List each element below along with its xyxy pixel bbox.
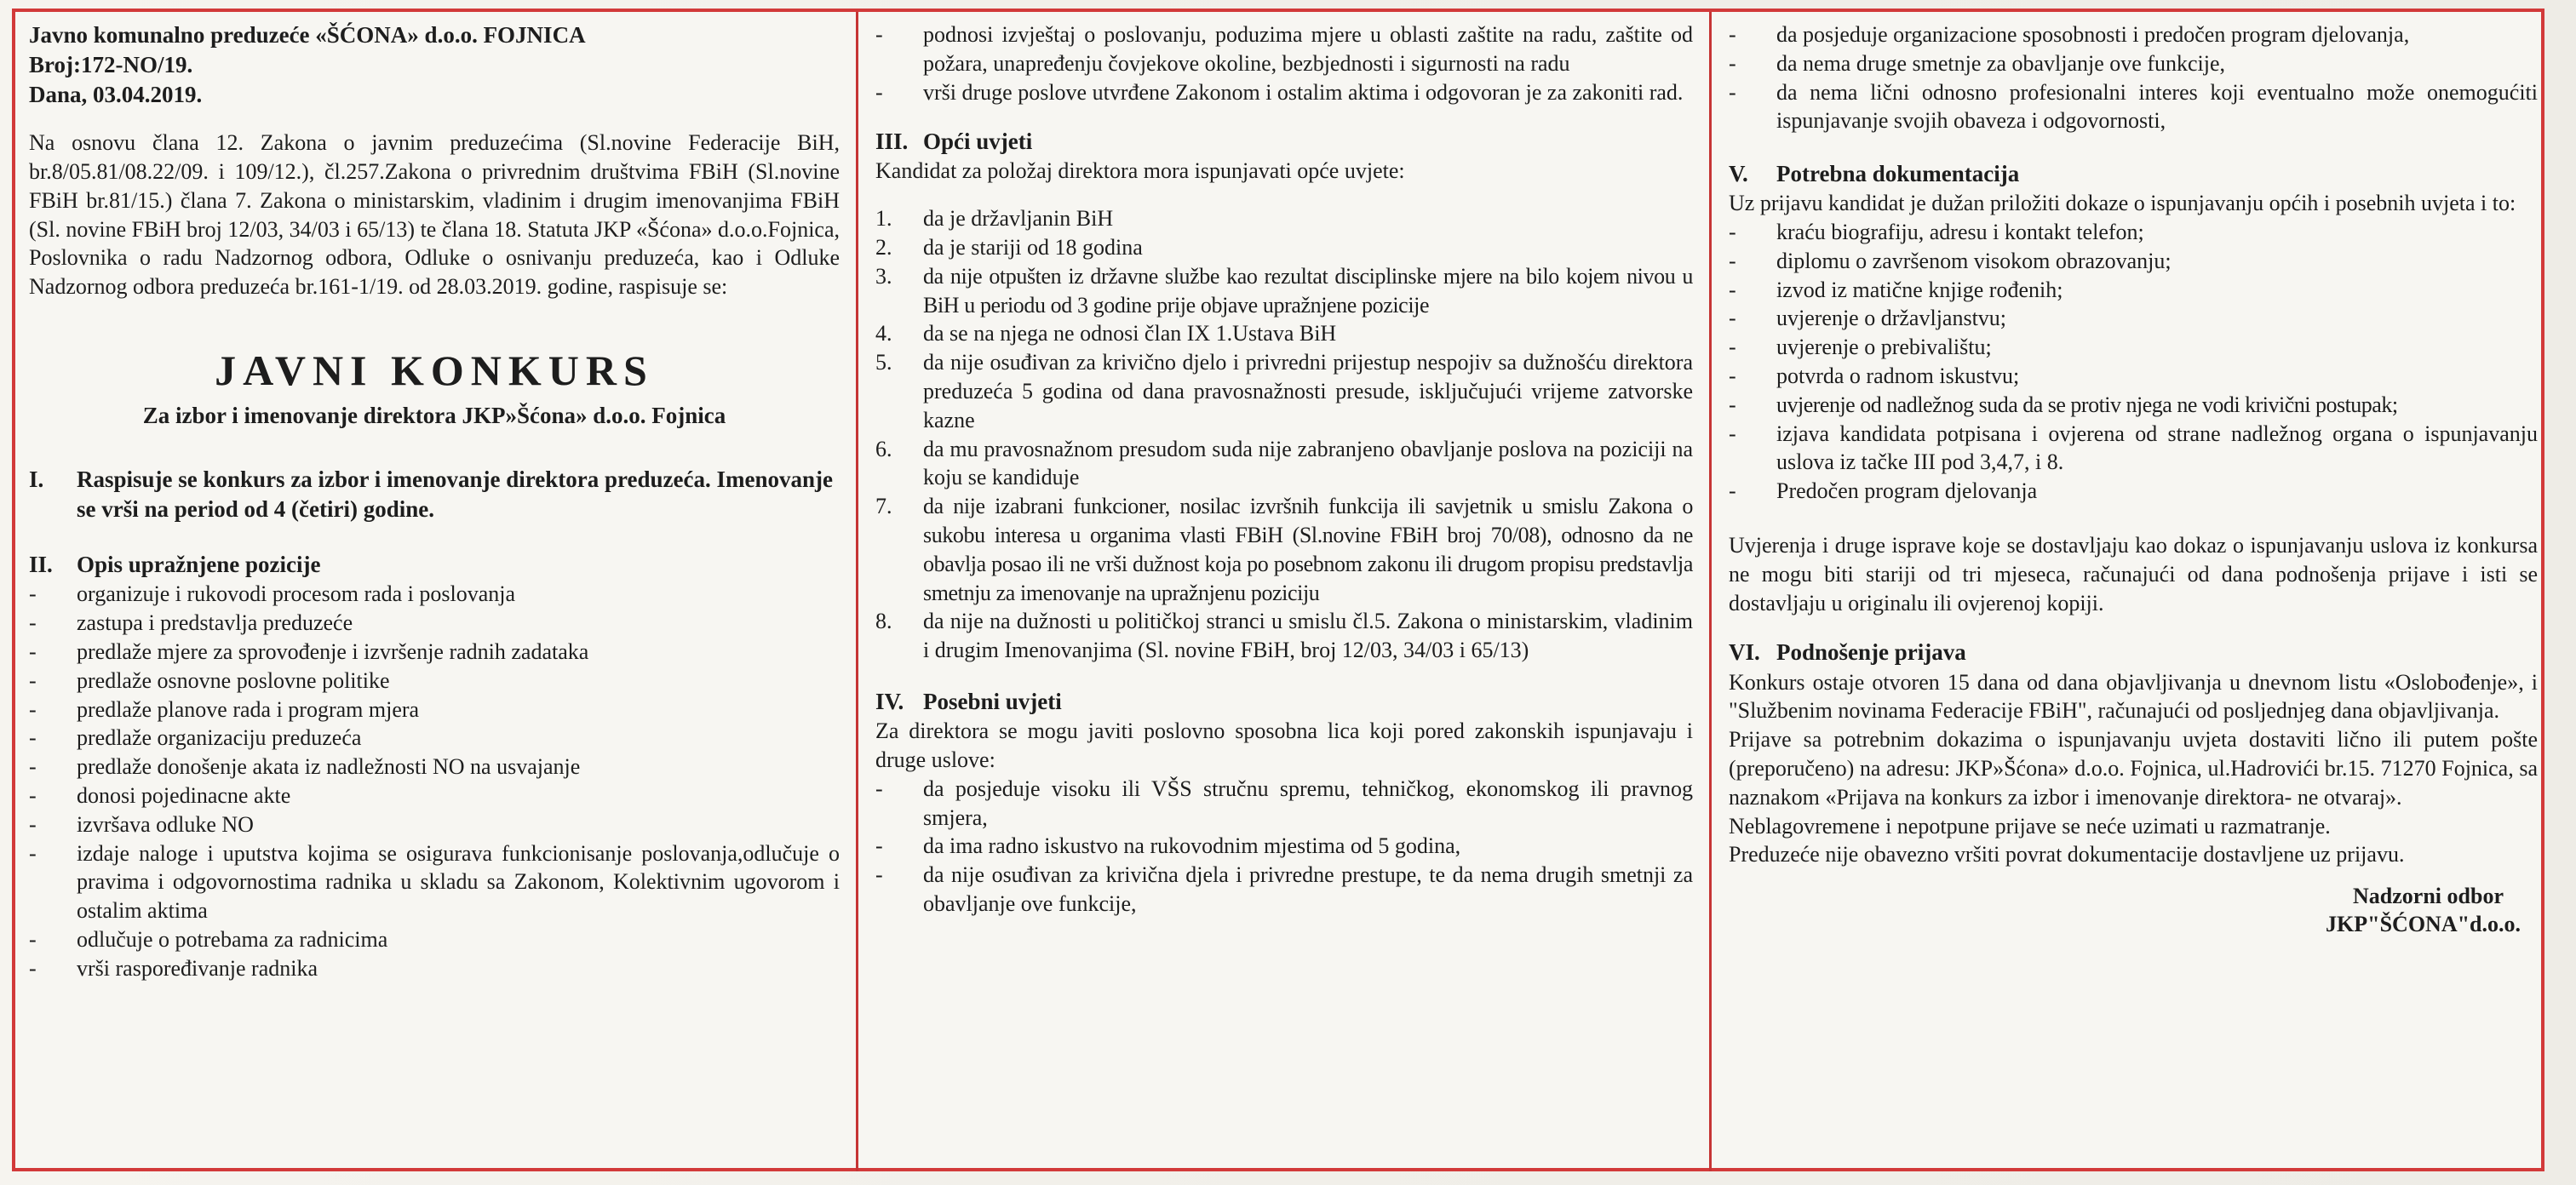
submission-address: Prijave sa potrebnim dokazima o ispunjavanju uvjeta dostaviti lično ili putem pošte (preporučeno) na adresu: JKP»Šćona» d.o.o. Fojnica, ul.Hadrovići br.15. 71270 Fojnica, sa naznakom «Prijava na konkurs za izbor i imenovanje direktora- ne otvaraj». [1729,727,2538,810]
list-item [29,810,840,839]
section-6-heading [1729,638,2538,667]
item-number: 4. [875,321,892,346]
section-5-heading [1729,159,2538,189]
list-item [1729,391,2538,420]
list-item-text: potvrda o radnom iskustvu; [1776,364,2020,389]
column-1 [29,20,840,1171]
item-number: 7. [875,494,892,519]
duties-list [29,580,840,982]
dash-bullet: - [29,581,37,607]
list-item-text: izvršava odluke NO [77,811,254,837]
list-item [29,580,840,609]
dash-bullet: - [1729,335,1736,360]
dash-bullet: - [1729,22,1736,47]
section-5-lead: Uz prijavu kandidat je dužan priložiti dokaze o ispunjavanju općih i posebnih uvjeta i to: [1729,191,2516,216]
list-item-text: da nema lični odnosno profesionalni interes koji eventualno može onemogućiti ispunjavanje svojih obaveza i odgovornosti, [1776,79,2538,134]
item-number: 3. [875,263,892,289]
list-item-text: da nije otpušten iz državne službe kao rezultat disciplinske mjere na bilo kojem nivou u BiH u periodu od 3 godine prije objave upražnjene pozicije [923,263,1693,318]
incomplete-applications-note: Neblagovremene i nepotpune prijave se neće uzimati u razmatranje. [1729,813,2331,839]
list-item-text: uvjerenje o državljanstvu; [1776,306,2007,331]
list-item [29,696,840,724]
list-item-text: da nema druge smetnje za obavljanje ove funkcije, [1776,50,2226,76]
dash-bullet: - [1729,248,1736,273]
list-item-text: organizuje i rukovodi procesom rada i poslovanja [77,581,516,607]
section-3-heading [875,127,1693,157]
list-item [875,204,1693,233]
list-item-text: da nije na dužnosti u političkoj stranci u smislu čl.5. Zakona o ministarskim, vladinim i drugim Imenovanjima (Sl. novine FBiH, broj 12/03, 34/03 i 65/13) [923,609,1693,663]
dash-bullet: - [29,696,37,722]
list-item [29,954,840,983]
section-4-lead: Za direktora se mogu javiti poslovno sposobna lica koji pored zakonskih ispunjavaju i druge uslove: [875,718,1693,772]
section-number: VI. [1729,639,1760,666]
dash-bullet: - [1729,277,1736,302]
document-number: Broj:172-NO/19. [29,52,193,78]
list-item-text: uvjerenje o prebivalištu; [1776,335,1992,360]
dash-bullet: - [29,610,37,636]
dash-bullet: - [875,833,883,859]
section-heading-text: Posebni uvjeti [923,689,1062,715]
list-item [1729,420,2538,478]
list-item-text: da je državljanin BiH [923,206,1114,232]
section-heading-text: Opis upražnjene pozicije [77,552,321,578]
section-2 [29,550,840,982]
duties-list-continued [875,20,1693,106]
list-item [875,492,1693,607]
section-number: IV. [875,689,904,715]
list-item [29,667,840,696]
item-number: 6. [875,436,892,461]
list-item [875,861,1693,919]
dash-bullet: - [29,754,37,780]
list-item [875,20,1693,78]
dash-bullet: - [29,927,37,952]
list-item-text: zastupa i predstavlja preduzeće [77,610,353,636]
item-number: 2. [875,235,892,260]
column-divider-2 [1709,12,1712,1171]
signature-block [1729,883,2538,938]
list-item-text: da ima radno iskustvo na rukovodnim mjestima od 5 godina, [923,833,1461,859]
section-heading-text: Podnošenje prijava [1776,639,1966,666]
dash-bullet: - [29,811,37,837]
item-number: 8. [875,609,892,634]
list-item [1729,477,2538,506]
list-item-text: diplomu o završenom visokom obrazovanju; [1776,248,2172,273]
list-item-text: donosi pojedinacne akte [77,783,291,809]
list-item-text: vrši druge poslove utvrđene Zakonom i ostalim aktima i odgovoran je za zakoniti rad. [923,79,1684,105]
section-6 [1729,638,2538,869]
list-item [875,319,1693,348]
list-item-text: predlaže osnovne poslovne politike [77,667,390,693]
general-conditions-list [875,204,1693,665]
dash-bullet: - [875,22,883,47]
dash-bullet: - [1729,79,1736,105]
documentation-return-note: Preduzeće nije obavezno vršiti povrat dokumentacije dostavljene uz prijavu. [1729,842,2405,867]
signature-company: JKP"ŠĆONA"d.o.o. [2326,911,2521,936]
list-item-text: predlaže planove rada i program mjera [77,696,420,722]
company-name: Javno komunalno preduzeće «ŠĆONA» d.o.o. FOJNICA [29,22,586,48]
section-number: I. [29,467,44,493]
list-item [875,435,1693,493]
dash-bullet: - [1729,220,1736,245]
list-item [29,609,840,638]
list-item-text: uvjerenje od nadležnog suda da se protiv njega ne vodi krivični postupak; [1776,392,2398,417]
list-item-text: kraću biografiju, adresu i kontakt telefon; [1776,220,2144,245]
list-item-text: predlaže donošenje akata iz nadležnosti NO na usvajanje [77,754,581,780]
list-item-text: da posjeduje visoku ili VŠS stručnu spremu, tehničkog, ekonomskog ili pravnog smjera, [923,776,1693,830]
list-item-text: da posjeduje organizacione sposobnosti i predočen program djelovanja, [1776,22,2410,47]
document-date: Dana, 03.04.2019. [29,82,203,108]
notice-subtitle: Za izbor i imenovanje direktora JKP»Šćona» d.o.o. Fojnica [142,403,726,429]
section-1 [29,465,840,524]
documentation-list [1729,218,2538,506]
list-item-text: da nije osuđivan za krivična djela i privredne prestupe, te da nema drugih smetnji za obavljanje ove funkcije, [923,862,1693,916]
column-2 [875,20,1693,1171]
section-2-heading [29,550,840,580]
list-item-text: Predočen program djelovanja [1776,478,2038,504]
list-item [29,724,840,753]
dash-bullet: - [875,79,883,105]
list-item-text: da je stariji od 18 godina [923,235,1143,260]
dash-bullet: - [1729,392,1736,417]
list-item-text: da se na njega ne odnosi član IX 1.Ustava BiH [923,321,1337,346]
dash-bullet: - [29,639,37,665]
section-number: V. [1729,161,1748,187]
list-item [875,233,1693,262]
dash-bullet: - [1729,364,1736,389]
list-item [875,775,1693,833]
list-item [1729,78,2538,136]
list-item [29,753,840,781]
section-5 [1729,159,2538,617]
list-item [29,781,840,810]
list-item [1729,49,2538,78]
special-conditions-list-continued [1729,20,2538,135]
list-item [875,348,1693,434]
list-item-text: vrši raspoređivanje radnika [77,955,318,981]
list-item-text: da mu pravosnažnom presudom suda nije zabranjeno obavljanje poslova na poziciji na koju se kandiduje [923,436,1693,490]
list-item [1729,20,2538,49]
column-divider-1 [856,12,858,1171]
dash-bullet: - [29,783,37,809]
list-item-text: izjava kandidata potpisana i ovjerena od strane nadležnog organa o ispunjavanju uslova iz tačke III pod 3,4,7, i 8. [1776,421,2538,475]
list-item-text: izdaje naloge i uputstva kojima se osigurava funkcionisanje poslovanja,odlučuje o pravima i odgovornostima radnika u skladu sa Zakonom, Kolektivnim ugovorom i ostalim aktima [77,840,840,924]
list-item-text: podnosi izvještaj o poslovanju, poduzima mjere u oblasti zaštite na radu, zaštite od požara, unapređenju čovjekove okoline, bezbjednosti i sigurnosti na radu [923,22,1693,76]
item-number: 1. [875,206,892,232]
list-item-text: predlaže organizaciju preduzeća [77,725,362,751]
dash-bullet: - [1729,306,1736,331]
dash-bullet: - [1729,478,1736,504]
item-number: 5. [875,350,892,375]
dash-bullet: - [1729,50,1736,76]
list-item-text: da nije izabrani funkcioner, nosilac izvršnih funkcija ili savjetnik u smislu Zakona o sukobu interesa u organima vlasti FBiH (Sl.novine FBiH broj 70/08), odnosno da ne obavlja posao ili ne vrši dužnost koja po posebnom zakonu ili drugom propisu predstavlja smetnju za imenovanje na upražnjenu poziciju [923,494,1693,605]
legal-basis-paragraph: Na osnovu člana 12. Zakona o javnim preduzećima (Sl.novine Federacije BiH, br.8/05.81/08.22/09. i 109/12.), čl.257.Zakona o privrednim društvima FBiH (Sl.novine FBiH br.81/15.) člana 7. Zakona o ministarskim, vladinim i drugim imenovanjima FBiH (Sl. novine FBiH broj 12/03, 34/03 i 65/13) te člana 18. Statuta JKP «Šćona» d.o.o.Fojnica, Poslovnika o radu Nadzornog odbora, Odluke o osnivanju preduzeća, kao i Odluke Nadzornog odbora preduzeća br.161-1/19. od 28.03.2019. godine, raspisuje se: [29,130,840,300]
dash-bullet: - [29,667,37,693]
section-heading-text: Potrebna dokumentacija [1776,161,2020,187]
section-text: Raspisuje se konkurs za izbor i imenovanje direktora preduzeća. Imenovanje se vrši na period od 4 (četiri) godine. [77,467,833,523]
dash-bullet: - [29,725,37,751]
list-item [875,607,1693,665]
section-number: III. [875,129,909,155]
list-item-text: izvod iz matične knjige rođenih; [1776,277,2063,302]
dash-bullet: - [1729,421,1736,446]
dash-bullet: - [29,955,37,981]
list-item [875,832,1693,861]
dash-bullet: - [875,776,883,801]
list-item [1729,304,2538,333]
list-item [875,78,1693,107]
section-heading-text: Opći uvjeti [923,129,1033,155]
notice-title: JAVNI KONKURS [215,346,654,395]
submission-deadline: Konkurs ostaje otvoren 15 dana od dana objavljivanja u dnevnom listu «Oslobođenje», i "Službenim novinama Federacije FBiH", računajući od posljednjeg dana objavljivanja. [1729,669,2538,724]
dash-bullet: - [29,840,37,866]
section-4-heading [875,687,1693,717]
list-item [1729,333,2538,362]
list-item [29,839,840,925]
section-3-lead: Kandidat za položaj direktora mora ispunjavati opće uvjete: [875,158,1405,184]
section-1-heading [29,465,840,524]
list-item [1729,276,2538,305]
list-item [1729,247,2538,276]
list-item-text: odlučuje o potrebama za radnicima [77,927,388,952]
list-item-text: predlaže mjere za sprovođenje i izvršenje radnih zadataka [77,639,589,665]
special-conditions-list [875,775,1693,919]
section-4 [875,687,1693,919]
list-item [875,262,1693,320]
list-item [1729,362,2538,391]
section-3 [875,127,1693,665]
dash-bullet: - [875,862,883,888]
list-item-text: da nije osuđivan za krivično djelo i privredni prijestup nespojiv sa dužnošću direktora preduzeća 5 godina od dana pravosnažnosti presude, isključujući vrijeme zatvorske kazne [923,350,1693,432]
list-item [29,638,840,667]
documentation-note: Uvjerenja i druge isprave koje se dostavljaju kao dokaz o ispunjavanju uslova iz konkursa ne mogu biti stariji od tri mjeseca, računajući od dana podnošenja prijave i isti se dostavljaju u originalu ili ovjerenoj kopiji. [1729,533,2538,615]
list-item [29,925,840,954]
section-number: II. [29,552,53,578]
column-3 [1729,20,2538,1171]
signature-body: Nadzorni odbor [2353,884,2504,909]
list-item [1729,218,2538,247]
